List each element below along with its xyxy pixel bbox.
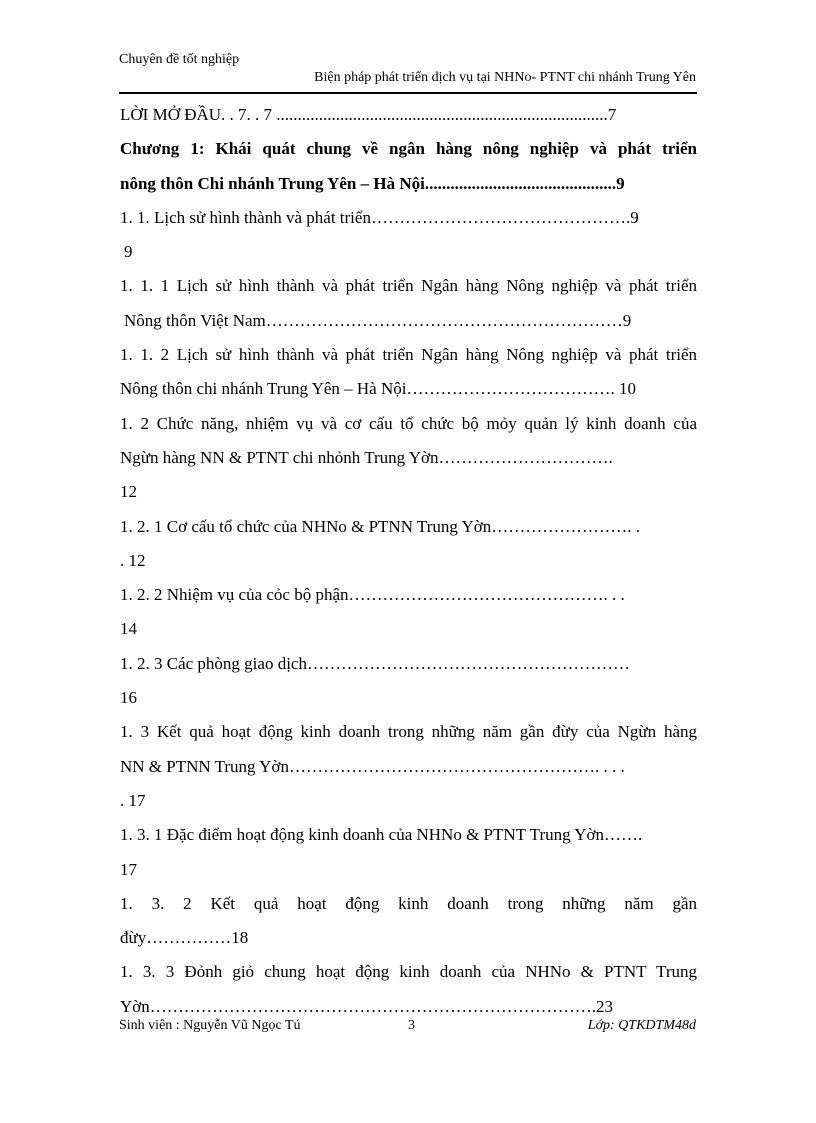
toc-entry: Nông thôn chi nhánh Trung Yên – Hà Nội………………………………. 10 (120, 379, 636, 399)
toc-entry: nông thôn Chi nhánh Trung Yên – Hà Nội.............................................9 (120, 173, 625, 193)
toc-entry: . 17 (120, 790, 146, 810)
toc-entry: đừy……………18 (120, 928, 249, 948)
toc-entry: 1. 3. 3 Đỏnh giỏ chung hoạt động kinh doanh của NHNo & PTNT Trung (120, 962, 697, 982)
toc-entry: 1. 2 Chức năng, nhiệm vụ và cơ cấu tổ chức bộ mỏy quản lý kinh doanh của (120, 413, 697, 433)
toc-entry: 17 (120, 859, 137, 879)
toc-entry: 1. 3. 1 Đặc điểm hoạt động kinh doanh của NHNo & PTNT Trung Yờn……. (120, 825, 643, 845)
toc-entry: Ngừn hàng NN & PTNT chi nhỏnh Trung Yờn…………………………. (120, 447, 613, 467)
toc-entry: 12 (120, 482, 137, 502)
header-document-type: Chuyên đề tốt nghiệp (119, 52, 240, 67)
toc-entry: . 12 (120, 550, 146, 570)
toc-entry: Chương 1: Khái quát chung về ngân hàng nông nghiệp và phát triển (120, 139, 697, 159)
toc-entry: 9 (124, 242, 133, 262)
toc-entry: 1. 2. 1 Cơ cấu tổ chức của NHNo & PTNN Trung Yờn……………………. . (120, 516, 641, 536)
header-divider (119, 92, 697, 94)
toc-entry: 1. 3 Kết quả hoạt động kinh doanh trong những năm gần đừy của Ngừn hàng (120, 722, 697, 742)
toc-entry: 1. 2. 2 Nhiệm vụ của cỏc bộ phận………………………………………. . . (120, 585, 625, 605)
toc-entry: 16 (120, 688, 137, 708)
toc-entry: 14 (120, 619, 137, 639)
header-document-title: Biện pháp phát triển dịch vụ tại NHNo- PTNT chi nhánh Trung Yên (314, 70, 696, 85)
table-of-contents (120, 98, 697, 1024)
toc-entry: Yờn…………………………………………………………………….23 (120, 996, 614, 1016)
toc-entry: 1. 1. Lịch sử hình thành và phát triển……………………………………….9 (120, 207, 639, 227)
toc-entry: LỜI MỞ ĐẦU. . 7. . 7 ..............................................................................7 (120, 105, 617, 124)
toc-entry: 1. 3. 2 Kết quả hoạt động kinh doanh trong những năm gần (120, 893, 697, 913)
toc-entry: 1. 1. 1 Lịch sử hình thành và phát triển Ngân hàng Nông nghiệp và phát triển (120, 276, 697, 296)
footer-student-name: Sinh viên : Nguyễn Vũ Ngọc Tú (119, 1018, 301, 1033)
footer-class-label: Lớp: QTKDTM48d (587, 1018, 696, 1033)
footer-page-number: 3 (408, 1018, 415, 1033)
toc-entry: NN & PTNN Trung Yờn………………………………………………. . . . (120, 756, 625, 776)
toc-entry: 1. 2. 3 Các phòng giao dịch………………………………………………… (120, 653, 630, 673)
toc-entry: 1. 1. 2 Lịch sử hình thành và phát triển Ngân hàng Nông nghiệp và phát triển (120, 345, 697, 365)
toc-entry: Nông thôn Việt Nam………………………………………………………9 (124, 310, 632, 330)
